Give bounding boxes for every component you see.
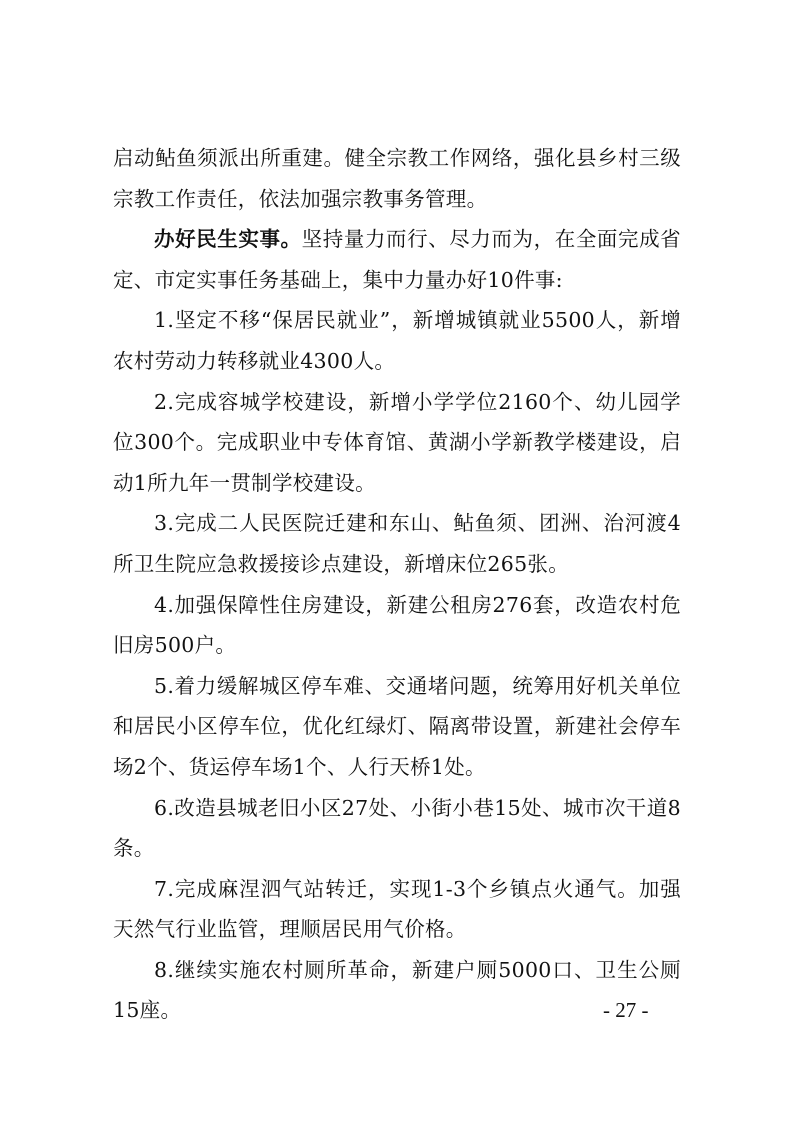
list-item-5: 5.着力缓解城区停车难、交通堵问题，统筹用好机关单位和居民小区停车位，优化红绿灯、隔离带设置，新建社会停车场2个、货运停车场1个、人行天桥1处。 — [113, 673, 681, 779]
list-item-1: 1.坚定不移“保居民就业”，新增城镇就业5500人，新增农村劳动力转移就业4300人。 — [113, 308, 681, 373]
page-number: - 27 - — [603, 998, 649, 1022]
paragraph-people-livelihood: 办好民生实事。坚持量力而行、尽力而为，在全面完成省定、市定实事任务基础上，集中力量办好10件事: — [113, 227, 681, 292]
list-item-8: 8.继续实施农村厕所革命，新建户厕5000口、卫生公厕15座。 — [113, 957, 681, 1023]
list-item-7: 7.完成麻涅泗气站转迁，实现1-3个乡镇点火通气。加强天然气行业监管，理顺居民用气价格。 — [113, 876, 681, 942]
list-item-4: 4.加强保障性住房建设，新建公租房276套，改造农村危旧房500户。 — [113, 592, 681, 658]
list-item-6: 6.改造县城老旧小区27处、小街小巷15处、城市次干道8条。 — [113, 795, 681, 861]
document-body — [113, 138, 681, 1031]
list-item-2: 2.完成容城学校建设，新增小学学位2160个、幼儿园学位300个。完成职业中专体育馆、黄湖小学新教学楼建设，启动1所九年一贯制学校建设。 — [113, 389, 681, 495]
list-item-3: 3.完成二人民医院迁建和东山、鲇鱼须、团洲、治河渡4所卫生院应急救援接诊点建设，新增床位265张。 — [113, 511, 681, 576]
paragraph-lead-heading: 办好民生实事。 — [154, 227, 302, 252]
paragraph-continuation: 启动鲇鱼须派出所重建。健全宗教工作网络，强化县乡村三级宗教工作责任，依法加强宗教事务管理。 — [113, 146, 681, 211]
